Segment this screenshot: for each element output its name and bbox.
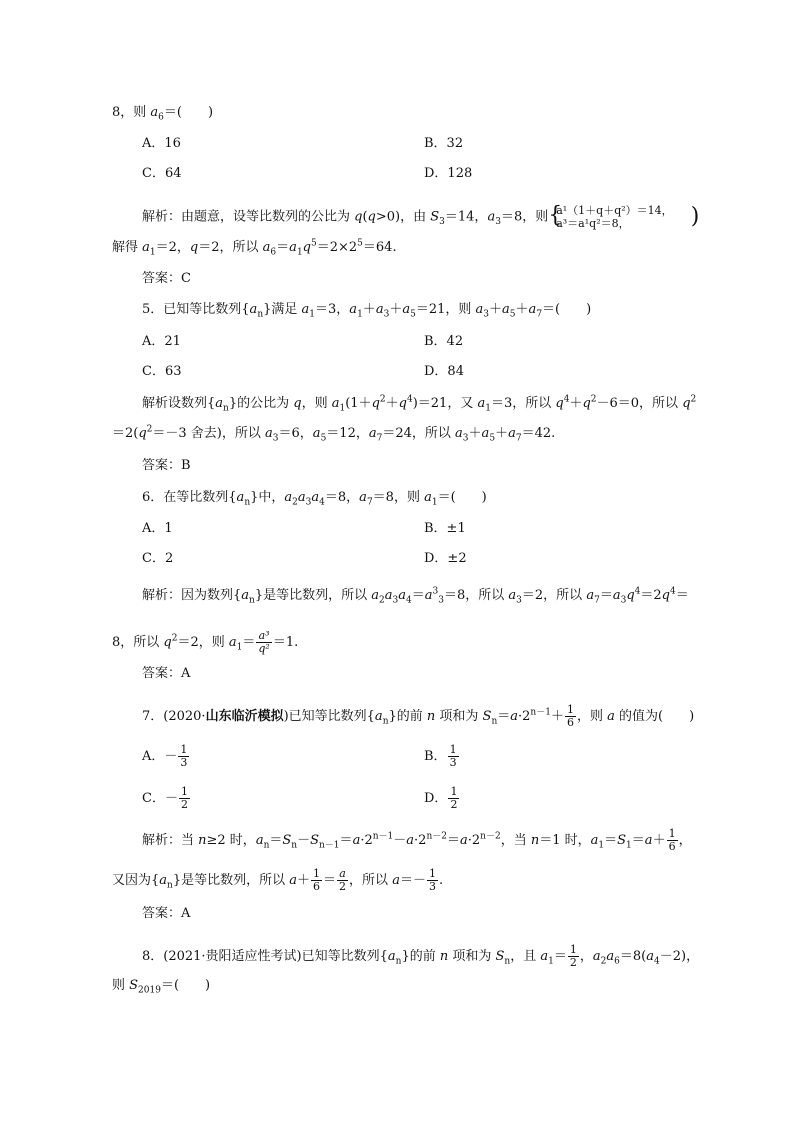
q7-solution-line2: 又因为$\{a_n\}$是等比数列，所以 a＋ $\frac{1}{6}$ ＝ $\frac{a}{2}$ ，所以 a＝－ $\frac{1}{3}$ . [112, 867, 444, 893]
q4-solution-line2: 解得 $a_1=2$，q＝2，所以 $a_6=a_1q^5=2\times 2^5=64$. [112, 238, 397, 258]
q5-option-d[interactable]: D．84 [424, 364, 464, 379]
fraction: $\frac{1}{6}$ [313, 867, 321, 893]
q6-stem: 6．在等比数列$\{a_n\}$中，$a_2a_3a_4=8$，$a_7=8$，则 $a_1=$( ) [142, 490, 487, 508]
q5-option-a[interactable]: A．21 [142, 334, 181, 349]
q6-option-d[interactable]: D．±2 [424, 551, 467, 566]
q4-option-c[interactable]: C．64 [142, 166, 182, 181]
q6-option-a[interactable]: A．1 [142, 521, 173, 536]
q7-answer: 答案：A [142, 906, 191, 921]
q4-option-d[interactable]: D．128 [424, 166, 473, 181]
q7-stem: 7．(2020·山东临沂模拟)已知等比数列$\{a_n\}$的前 n 项和为 $S_n=a\cdot 2^{n-1}+$ $\frac{1}{6}$ ，则 a 的值为( ) [142, 703, 695, 729]
q7-option-b[interactable]: B． $\frac{1}{3}$ [424, 743, 457, 769]
q4-option-b[interactable]: B．32 [424, 136, 464, 151]
q6-option-b[interactable]: B．±1 [424, 521, 466, 536]
q5-solution-line1: 解析设数列$\{a_n\}$的公比为 q，则 $a_1(1+q^2+q^4)=21$，又 $a_1=3$，所以 $q^4+q^2-6=0$，所以 $q^2$ [142, 394, 697, 414]
q4-stem-fragment: 8，则 $a_6=$( ) [112, 105, 214, 123]
q8-stem-line2: 则 $S_{2019}=$( ) [112, 978, 211, 996]
q6-answer: 答案：A [142, 666, 191, 681]
q5-solution-line2: $=2(q^2=-3$ 舍去)，所以 $a_3=6$，$a_5=12$，$a_7=24$，所以 $a_3+a_5+a_7=42$. [112, 424, 556, 444]
q4-solution-line1: 解析：由题意，设等比数列的公比为 q(q>0)，由 $S_3=14$，$a_3=8$，则 { a¹（1＋q＋q²）＝14， a³＝a¹q²＝8， ) [142, 203, 700, 230]
fraction: $\frac{1}{3}$ [449, 743, 457, 769]
q5-option-b[interactable]: B．42 [424, 334, 464, 349]
q6-solution-line1: 解析：因为数列$\{a_n\}$是等比数列，所以 $a_2a_3a_4=a^3_3=8$，所以 $a_3=2$，所以 $a_7=a_3q^4=2q^4=$ [142, 586, 689, 606]
equation-system: { a¹（1＋q＋q²）＝14， a³＝a¹q²＝8， [548, 203, 673, 230]
q5-stem: 5．已知等比数列$\{a_n\}$满足 $a_1=3$，$a_1+a_3+a_5=21$，则 $a_3+a_5+a_7=$( ) [142, 302, 592, 320]
q6-option-c[interactable]: C．2 [142, 551, 174, 566]
q7-solution-line1: 解析：当 n≥2 时，$a_n=S_n-S_{n-1}=a\cdot 2^{n-1}-a\cdot 2^{n-2}=a\cdot 2^{n-2}$，当 n＝1 时，$a_1=S_1=a+$ $\frac{1}{6}$ ， [142, 827, 692, 853]
q5-answer: 答案：B [142, 458, 191, 473]
fraction: $\frac{1}{2}$ [569, 943, 577, 969]
q5-option-c[interactable]: C．63 [142, 364, 182, 379]
fraction: $\frac{\text{a³}}{\text{q²}}$ [258, 629, 270, 655]
fraction: $\frac{1}{2}$ [450, 785, 458, 811]
q4-answer: 答案：C [142, 271, 191, 286]
fraction: $\frac{1}{2}$ [180, 785, 188, 811]
fraction: $\frac{1}{3}$ [428, 867, 436, 893]
fraction: $\frac{1}{3}$ [180, 743, 188, 769]
q7-option-d[interactable]: D． $\frac{1}{2}$ [424, 785, 458, 811]
fraction: $\frac{1}{6}$ [566, 703, 574, 729]
q8-stem-line1: 8．(2021·贵阳适应性考试)已知等比数列$\{a_n\}$的前 n 项和为 $S_n$，且 $a_1=$ $\frac{1}{2}$ ，$a_2a_6=8(a_4-2)$， [142, 943, 700, 969]
fraction: $\frac{a}{2}$ [339, 867, 347, 893]
q7-option-c[interactable]: C．－ $\frac{1}{2}$ [142, 785, 188, 811]
q4-option-a[interactable]: A．16 [142, 136, 181, 151]
q7-option-a[interactable]: A．－ $\frac{1}{3}$ [142, 743, 188, 769]
fraction: $\frac{1}{6}$ [668, 827, 676, 853]
q6-solution-line2: 8，所以 $q^2=2$，则 $a_1=$ $\frac{\text{a³}}{\text{q²}}$ ＝1. [112, 629, 299, 655]
